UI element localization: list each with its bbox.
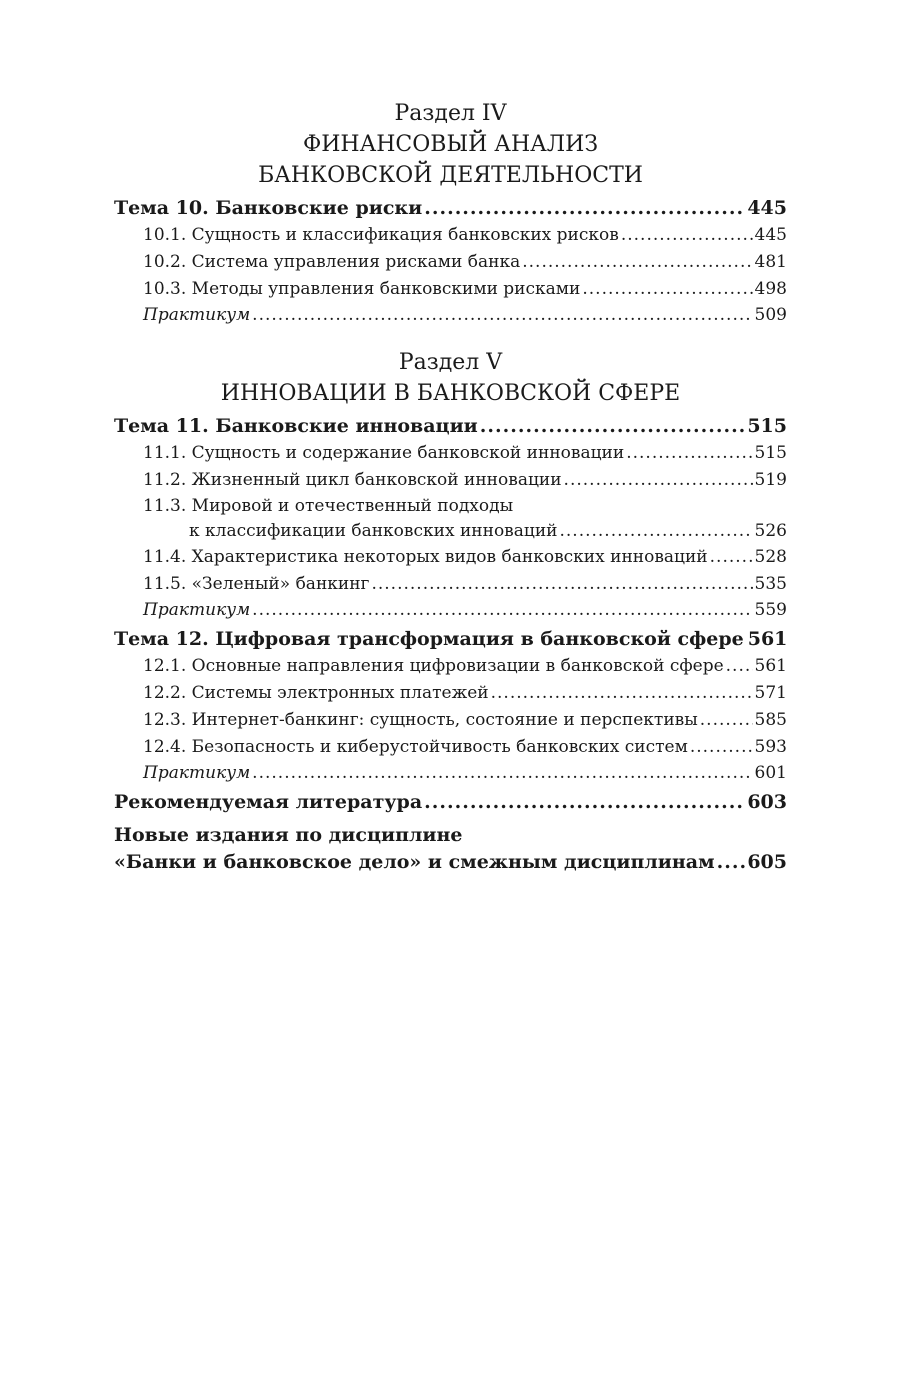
toc-entry-title: Тема 11. Банковские инновации (114, 415, 478, 437)
dot-leader (424, 195, 745, 222)
toc-practicum[interactable] (114, 303, 787, 327)
toc-item[interactable] (114, 707, 787, 734)
toc-item[interactable] (114, 467, 787, 494)
toc-entry-title: 12.2. Системы электронных платежей (143, 683, 489, 703)
toc-entry-title: 12.3. Интернет-банкинг: сущность, состояние и перспективы (143, 710, 698, 730)
toc-entry-continuation (114, 849, 787, 876)
toc-page-number: 481 (754, 252, 787, 272)
toc-topic-12[interactable] (114, 626, 787, 653)
toc-page-number: 509 (754, 305, 787, 325)
dot-leader (522, 249, 752, 276)
dot-leader (480, 413, 746, 440)
toc-page-number: 528 (754, 547, 787, 567)
section-title-line: БАНКОВСКОЙ ДЕЯТЕЛЬНОСТИ (258, 163, 643, 188)
toc-item[interactable] (114, 544, 787, 571)
toc-entry-title: Рекомендуемая литература (114, 791, 423, 813)
toc-page-number: 445 (754, 225, 787, 245)
toc-entry-title: Практикум (143, 600, 251, 620)
dot-leader (559, 519, 752, 544)
toc-entry-title: Тема 10. Банковские риски (114, 197, 423, 219)
toc-entry-title: 11.1. Сущность и содержание банковской инновации (143, 443, 625, 463)
toc-page-number: 585 (754, 710, 787, 730)
toc-page-number: 593 (754, 737, 787, 757)
toc-page-number: 498 (754, 279, 787, 299)
toc-entry-title: Практикум (143, 763, 251, 783)
toc-page-number: 605 (747, 851, 787, 873)
toc-page-number: 571 (754, 683, 787, 703)
toc-entry-title-line: 11.3. Мировой и отечественный подходы (143, 496, 514, 516)
section-title-line: ИННОВАЦИИ В БАНКОВСКОЙ СФЕРЕ (220, 381, 681, 406)
section-iv (114, 98, 787, 191)
toc-entry-title: 10.2. Система управления рисками банка (143, 252, 521, 272)
toc-entry-title: 11.5. «Зеленый» банкинг (143, 574, 370, 594)
toc-item[interactable] (114, 249, 787, 276)
toc-practicum[interactable] (114, 761, 787, 785)
toc-page-number: 603 (747, 791, 787, 813)
toc-item[interactable] (114, 276, 787, 303)
dot-leader (371, 571, 752, 598)
section-label: Раздел V (398, 350, 503, 375)
toc-new-editions[interactable] (114, 822, 787, 876)
toc-page-number: 561 (754, 656, 787, 676)
toc-practicum[interactable] (114, 598, 787, 622)
section-v (114, 347, 787, 409)
section-label: Раздел IV (394, 101, 507, 126)
dot-leader (252, 598, 752, 622)
dot-leader (424, 789, 745, 816)
toc-item[interactable] (114, 680, 787, 707)
toc-entry-title: 11.4. Характеристика некоторых видов банковских инноваций (143, 547, 708, 567)
toc-item[interactable] (114, 440, 787, 467)
section-title-line: ФИНАНСОВЫЙ АНАЛИЗ (302, 132, 599, 157)
dot-leader (700, 707, 753, 734)
toc-entry-title: 12.1. Основные направления цифровизации в банковской сфере (143, 656, 724, 676)
toc-entry-continuation (143, 519, 787, 544)
toc-item[interactable] (114, 571, 787, 598)
toc-page-number: 601 (754, 763, 787, 783)
dot-leader (582, 276, 752, 303)
toc-entry-title: Тема 12. Цифровая трансформация в банковской сфере (114, 628, 744, 650)
toc-literature[interactable] (114, 789, 787, 816)
dot-leader (621, 222, 753, 249)
toc-page-number: 559 (754, 600, 787, 620)
toc-entry-title-line: к классификации банковских инноваций (189, 521, 558, 541)
dot-leader (564, 467, 753, 494)
toc-item[interactable] (114, 222, 787, 249)
toc-page-number: 445 (747, 197, 787, 219)
toc-entry-title-line: Новые издания по дисциплине (114, 824, 463, 846)
toc-entry-title: 12.4. Безопасность и киберустойчивость банковских систем (143, 737, 688, 757)
dot-leader (717, 849, 746, 876)
toc-item[interactable] (114, 734, 787, 761)
toc-page-number: 519 (754, 470, 787, 490)
dot-leader (726, 653, 753, 680)
toc-item[interactable] (114, 653, 787, 680)
dot-leader (690, 734, 753, 761)
toc-item-multiline[interactable] (114, 494, 787, 544)
toc-page-number: 515 (747, 415, 787, 437)
dot-leader (710, 544, 753, 571)
table-of-contents (114, 98, 787, 876)
toc-entry-title-line: «Банки и банковское дело» и смежным дисциплинам (114, 851, 715, 873)
toc-entry-title: Практикум (143, 305, 251, 325)
toc-entry-title: 10.3. Методы управления банковскими рисками (143, 279, 581, 299)
dot-leader (626, 440, 752, 467)
toc-page-number: 535 (754, 574, 787, 594)
dot-leader (491, 680, 753, 707)
toc-page-number: 526 (754, 521, 787, 541)
toc-topic-10[interactable] (114, 195, 787, 222)
dot-leader (252, 761, 752, 785)
toc-topic-11[interactable] (114, 413, 787, 440)
toc-page-number: 515 (754, 443, 787, 463)
toc-entry-title: 10.1. Сущность и классификация банковских рисков (143, 225, 619, 245)
toc-entry-title: 11.2. Жизненный цикл банковской инновации (143, 470, 562, 490)
toc-page-number: 561 (747, 628, 788, 650)
dot-leader (252, 303, 752, 327)
